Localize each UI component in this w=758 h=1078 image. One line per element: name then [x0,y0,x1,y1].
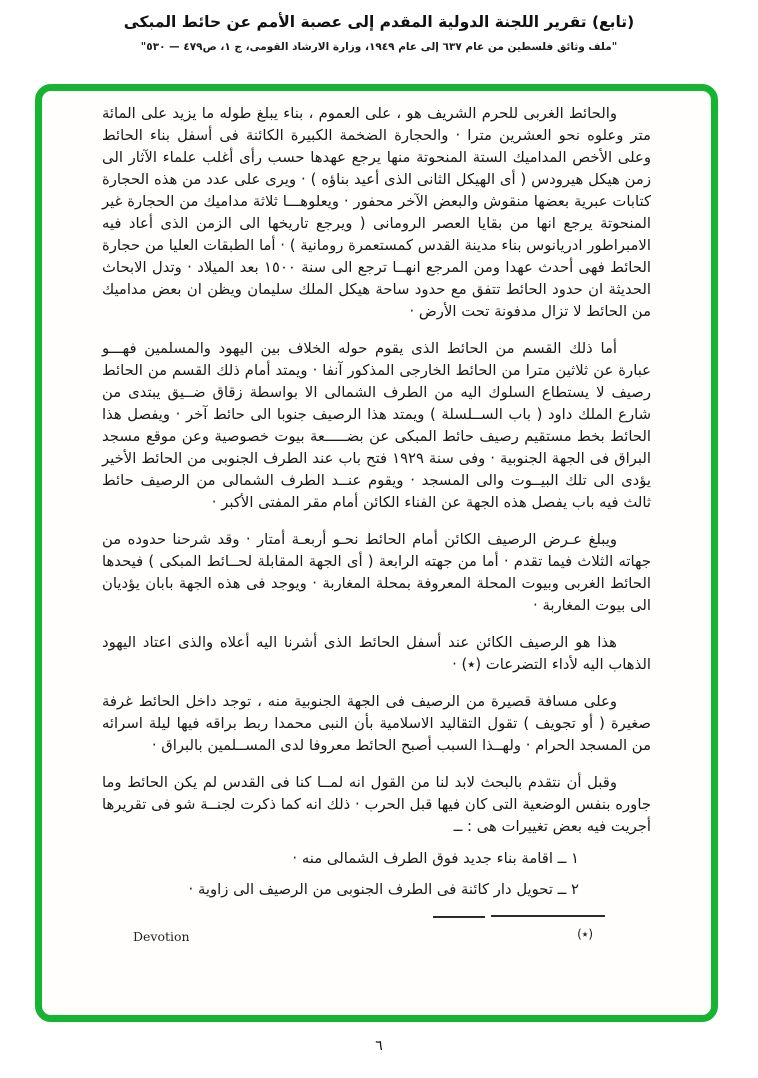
paragraph-pavement-width: ويبلغ عـرض الرصيف الكائن أمام الحائط نحـو أربعـة أمتار · وقد شرحنا حدوده من جهاته الثلاث فيما تقدم · أما من جهته الرابعة ( أى الجهة المقابلة لحــائط المبكى ) فيحدها الحائط الغربى وبيوت المحلة المعروفة بمحلة المغاربة · ويوجد فى هذه الجهة بابان يؤديان الى بيوت المغاربة · [102,531,651,614]
list-item-1: ١ ــ اقامة بناء جديد فوق الطرف الشمالى منه · [292,850,579,867]
footnote-marker: (٭) [577,927,593,941]
page-header [0,0,758,53]
footnote-term-devotion: Devotion [133,929,190,944]
footnote-area [102,910,651,962]
document-source-citation: "ملف وثائق فلسطين من عام ٦٣٧ إلى عام ١٩٤٩، وزارة الارشاد القومى، ج ١، ص٤٧٩ — ٥٣٠" [140,41,618,53]
paragraph-buraq-tradition: وعلى مسافة قصيرة من الرصيف فى الجهة الجنوبية منه ، توجد داخل الحائط غرفة صغيرة ( أو تجويف ) تقول التقاليد الاسلامية بأن النبى محمدا ربط براقه فيها ليلة اسرائه من المسجد الحرام · ولهــذا السبب أصبح الحائط معروفا لدى المســلمين بالبراق · [102,693,651,754]
changes-list [102,848,651,901]
footnote-divider-segment [433,916,485,918]
paragraph-changes-intro: وقبل أن نتقدم بالبحث لابد لنا من القول انه لمــا كنا فى القدس لم يكن الحائط وما جاوره بنفس الوضعية التى كان فيها قبل الحرب · ذلك انه كما ذكرت لجنــة شو فى تقريرها أجريت فيه بعض تغييرات هى : ــ [102,774,651,835]
document-frame [35,84,718,1022]
page-number: ٦ [375,1038,383,1054]
paragraph-jewish-devotions: هذا هو الرصيف الكائن عند أسفل الحائط الذى أشرنا اليه أعلاه والذى اعتاد اليهود الذهاب اليه لأداء التضرعات (٭) · [102,634,651,673]
paragraph-disputed-section: أما ذلك القسم من الحائط الذى يقوم حوله الخلاف بين اليهود والمسلمين فهـــو عبارة عن ثلاثين مترا من الحائط الخارجى المذكور آنفا · ويمتد أمام ذلك القسم من الحائط رصيف لا يستطاع السلوك اليه من الطرف الشمالى الا بواسطة زقاق ضــيق يبتدى من شارع الملك داود ( باب الســلسلة ) ويمتد هذا الرصيف جنوبا الى حائط آخر · ويفصل هذا الحائط بخط مستقيم رصيف حائط المبكى عن بضـــــعة بيوت خصوصية وعن موقع مسجد البراق فى الجهة الجنوبية · وفى سنة ١٩٢٩ فتح باب عند الطرف الجنوبى من الحائط الأخير يؤدى الى تلك البيــوت والى المسجد · ويقوم عنــد الطرف الشمالى من الرصيف حائط ثالث فيه باب يفصل هذه الجهة عن الفناء الكائن أمام مقر المفتى الأكبر · [102,340,651,511]
paragraph-wall-description: والحائط الغربى للحرم الشريف هو ، على العموم ، بناء يبلغ طوله ما يزيد على المائة متر وعلوه نحو العشرين مترا · والحجارة الضخمة الكبيرة الكائنة فى أسفل بناء الحائط وعلى الأخص المداميك الستة المنحوتة منها يرجع عهدها حسب رأى أغلب علماء الآثار الى زمن هيكل هيرودس ( أى الهيكل الثانى الذى أعيد بناؤه ) · ويرى على عدد من هذه الحجارة كتابات عبرية بعضها منقوش والبعض الآخر محفور · ويعلوهـــا ثلاثة مداميك من الحجارة غير المنحوتة يرجع انها من بقايا العصر الرومانى ( ويرجع تاريخها الى الزمن الذى أعاد فيه الامبراطور ادريانوس بناء مدينة القدس كمستعمرة رومانية ) · أما الطبقات العليا من حجارة الحائط فهى أحدث عهدا ومن المرجع انهــا ترجع الى سنة ١٥٠٠ بعد الميلاد · وتدل الابحاث الحديثة ان حدود الحائط تتفق مع حدود ساحة هيكل الملك سليمان ويظن ان بعض مداميك من الحائط لا تزال مدفونة تحت الأرض · [102,105,651,320]
document-title: (تابع) تقرير اللجنة الدولية المقدم إلى عصبة الأمم عن حائط المبكى [123,13,635,31]
footnote-divider-segment [491,915,605,917]
document-body [42,91,711,962]
list-item-2: ٢ ــ تحويل دار كائنة فى الطرف الجنوبى من الرصيف الى زاوية · [188,881,579,898]
footnote-divider [433,915,605,919]
